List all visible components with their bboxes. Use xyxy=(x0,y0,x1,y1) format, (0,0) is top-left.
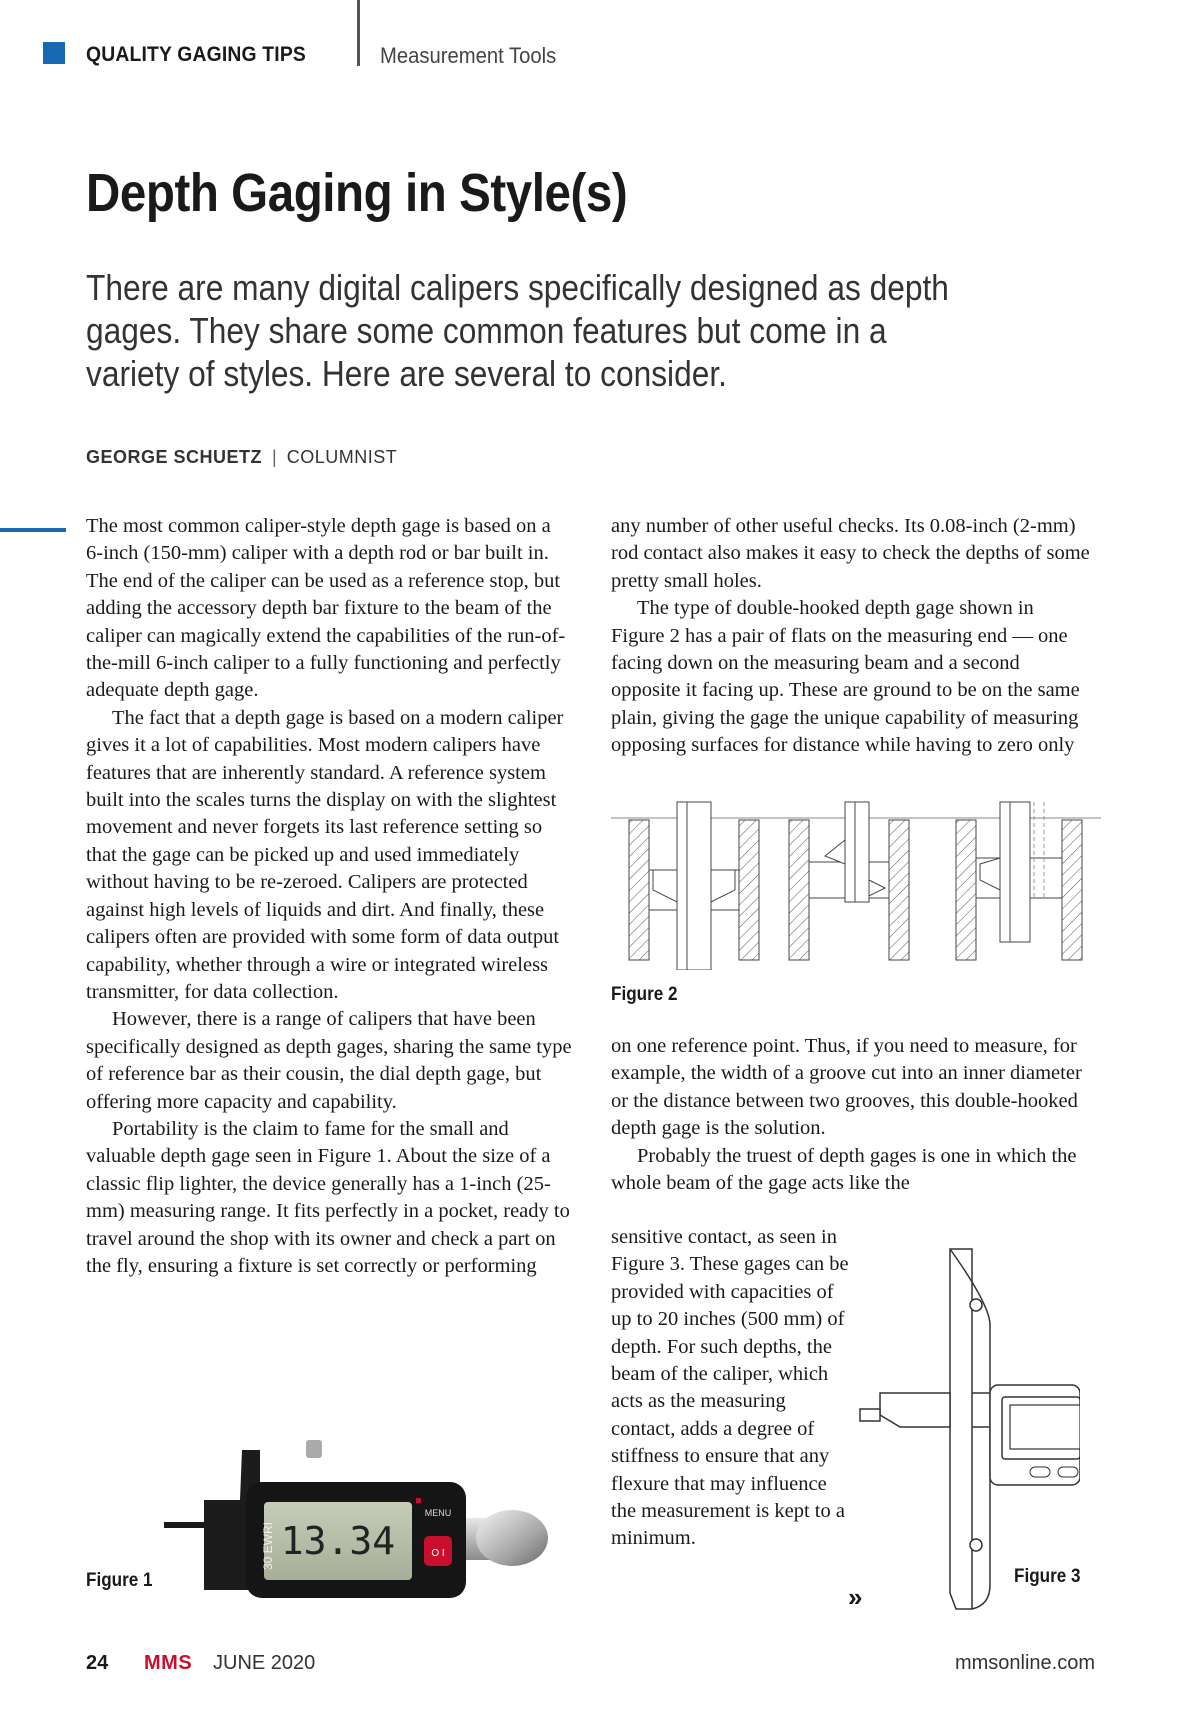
figure-2-bore-1 xyxy=(629,802,759,970)
body-paragraph: The most common caliper-style depth gage is based on a 6-inch (150-mm) caliper with a depth rod or bar built in. The end of the caliper can be used as a reference stop, but adding the accessory depth bar fixture to the beam of the caliper can magically extend the capabilities of the run-of-the-mill 6-inch caliper to a fully functioning and perfectly adequate depth gage. xyxy=(86,515,566,702)
figure-3-caption: Figure 3 xyxy=(1014,1566,1081,1587)
figure-1-knob xyxy=(476,1510,548,1566)
section-label: QUALITY GAGING TIPS xyxy=(86,43,306,66)
byline-separator: | xyxy=(272,447,277,467)
topic-label: Measurement Tools xyxy=(380,43,557,68)
figure-1-depth-rod xyxy=(164,1522,208,1528)
continue-marker: » xyxy=(848,1582,863,1612)
author-role: COLUMNIST xyxy=(286,447,398,467)
byline xyxy=(86,447,397,468)
figure-1-readout: 13.34 xyxy=(280,1519,396,1563)
body-column-right-top xyxy=(611,513,1091,760)
figure-3-diagram xyxy=(840,1245,1080,1615)
body-column-right-mid xyxy=(611,1033,1091,1197)
header-divider xyxy=(357,0,360,66)
body-paragraph: The type of double-hooked depth gage shown in Figure 2 has a pair of flats on the measuring end — one facing down on the measuring beam and a second opposite it facing up. These are ground to be on the same plain, giving the gage the unique capability of measuring opposing surfaces for distance while having to zero only xyxy=(611,597,1080,757)
article-title: Depth Gaging in Style(s) xyxy=(86,163,628,223)
figure-1-top-button xyxy=(306,1440,322,1458)
article-deck: There are many digital calipers specifically designed as depth gages. They share some common features but come in a variety of styles. Here are several to consider. xyxy=(86,267,949,394)
section-marker xyxy=(43,42,65,64)
body-paragraph: Portability is the claim to fame for the small and valuable depth gage seen in Figure 1. About the size of a classic flip lighter, the device generally has a 1-inch (25-mm) measuring range. It fits perfectly in a pocket, ready to travel around the shop with its owner and check a part on the fly, ensuring a fixture is set correctly or performing xyxy=(86,1117,570,1277)
column-accent-rule xyxy=(0,528,66,532)
website-url[interactable]: mmsonline.com xyxy=(954,1652,1095,1674)
body-paragraph: Probably the truest of depth gages is one in which the whole beam of the gage acts like the xyxy=(611,1144,1077,1195)
page-number: 24 xyxy=(86,1652,109,1674)
body-paragraph: However, there is a range of calipers that have been specifically designed as depth gages, sharing the same type of reference bar as their cousin, the dial depth gage, but offering more capacity and capability. xyxy=(86,1008,572,1113)
body-paragraph: The fact that a depth gage is based on a modern caliper gives it a lot of capabilities. Most modern calipers have features that are inherently standard. A reference system built into the scales turns the display on with the slightest movement and never forgets its last reference setting so that the gage can be picked up and used immediately without having to be re-zeroed. Calipers are protected against high levels of liquids and dirt. And finally, these calipers often are provided with some form of data output capability, whether through a wire or integrated wireless transmitter, for data collection. xyxy=(86,706,564,1003)
body-column-left xyxy=(86,513,572,1280)
figure-2-bore-3 xyxy=(956,802,1082,960)
figure-1-photo xyxy=(160,1440,550,1620)
magazine-name: MMS xyxy=(144,1652,193,1674)
figure-2-caption: Figure 2 xyxy=(611,984,678,1005)
figure-2-diagram xyxy=(611,800,1101,970)
author-name: GEORGE SCHUETZ xyxy=(86,447,263,467)
figure-1-indicator xyxy=(416,1498,421,1503)
body-paragraph: sensitive contact, as seen in Figure 3. These gages can be provided with capacities of up to 20 inches (500 mm) of depth. For such depths, the beam of the caliper, which acts as the measuring contact, adds a degree of stiffness to ensure that any flexure that may influence the measurement is kept to a minimum. xyxy=(611,1226,849,1550)
figure-1-menu-label: MENU xyxy=(424,1508,452,1518)
issue-date: JUNE 2020 xyxy=(213,1652,316,1674)
figure-1-brand: 30 EWRI xyxy=(261,1521,275,1570)
figure-1-power-label: O I xyxy=(431,1548,445,1559)
body-column-right-bottom xyxy=(611,1224,851,1553)
body-paragraph: on one reference point. Thus, if you need to measure, for example, the width of a groove cut into an inner diameter or the distance between two grooves, this double-hooked depth gage is the solution. xyxy=(611,1035,1082,1140)
figure-1-caption: Figure 1 xyxy=(86,1570,153,1591)
body-paragraph: any number of other useful checks. Its 0.08-inch (2-mm) rod contact also makes it easy to check the depths of some pretty small holes. xyxy=(611,515,1090,592)
figure-2-bore-2 xyxy=(789,802,909,960)
